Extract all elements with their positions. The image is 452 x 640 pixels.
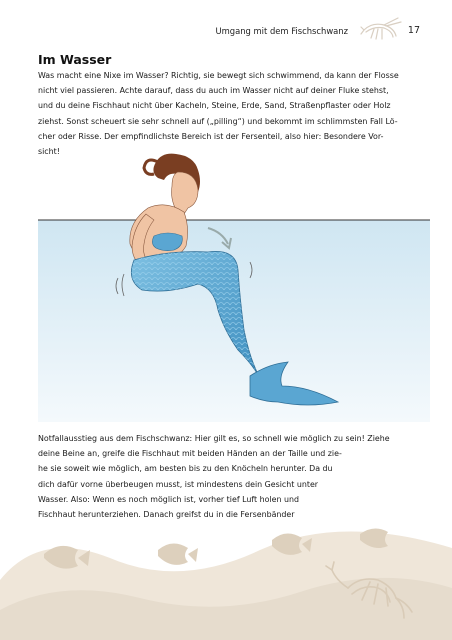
- section-heading: Im Wasser: [38, 52, 112, 67]
- text-line: sicht!: [38, 147, 60, 157]
- running-title: Umgang mit dem Fischschwanz: [215, 26, 348, 36]
- text-line: Notfallausstieg aus dem Fischschwanz: Hier gilt es, so schnell wie möglich zu sein! Ziehe: [38, 434, 390, 443]
- shrimp-icon: [360, 16, 402, 42]
- text-line: dich dafür vorne überbeugen musst, ist mindestens dein Gesicht unter: [38, 479, 319, 489]
- paragraph-in-water: [38, 68, 426, 159]
- bikini-top: [152, 233, 182, 251]
- text-line: he sie soweit wie möglich, am besten bis zu den Knöcheln herunter. Da du: [38, 464, 333, 474]
- mermaid-illustration: [38, 150, 430, 422]
- footer-decoration: [0, 470, 452, 640]
- running-head: [0, 26, 452, 40]
- text-line: Wasser. Also: Wenn es noch möglich ist, vorher tief Luft holen und: [38, 494, 299, 504]
- text-line: Fischhaut herunterziehen. Danach greifst du in die Fersenbänder: [38, 510, 295, 520]
- text-line: cher oder Risse. Der empfindlichste Bereich ist der Fersenteil, also hier: Besondere Vor-: [38, 131, 384, 141]
- text-line: und du deine Fischhaut nicht über Kacheln, Steine, Erde, Sand, Straßenpflaster oder Holz: [38, 101, 391, 111]
- fish-icon: [158, 543, 198, 564]
- text-line: nicht viel passieren. Achte darauf, dass du auch im Wasser nicht auf deiner Fluke stehst,: [38, 86, 389, 96]
- text-line: Was macht eine Nixe im Wasser? Richtig, sie bewegt sich schwimmend, da kann der Flosse: [38, 71, 399, 80]
- text-line: ziehst. Sonst scheuert sie sehr schnell auf („pilling“) und bekommt im schlimmsten Fall Lö-: [38, 116, 398, 126]
- text-line: deine Beine an, greife die Fischhaut mit beiden Händen an der Taille und zie-: [38, 449, 342, 459]
- page-number: 17: [407, 25, 420, 36]
